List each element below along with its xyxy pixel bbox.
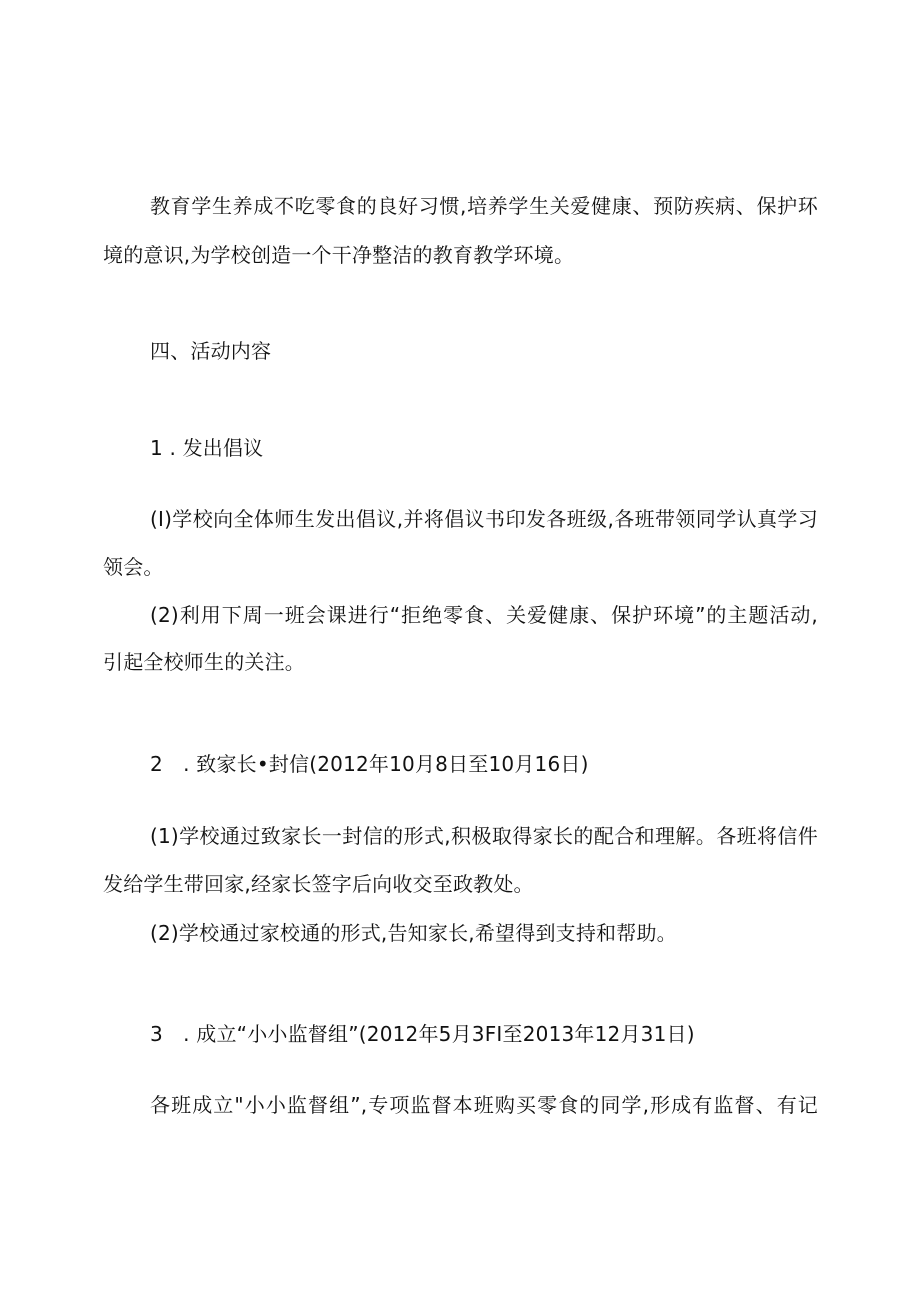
item-3-paragraph-1-line-1: 各班成立"小小监督组”,专项监督本班购买零食的同学,形成有监督、有记 (150, 1093, 818, 1117)
item-2-paragraph-1-line-1: (1)学校通过致家长一封信的形式,积极取得家长的配合和理解。各班将信件 (150, 824, 818, 848)
goal-paragraph-line-2: 境的意识,为学校创造一个干净整洁的教育教学环境。 (103, 243, 575, 267)
section-4-heading: 四、活动内容 (150, 339, 272, 363)
item-1-heading: 1 . 发出倡议 (150, 436, 264, 460)
item-2-paragraph-2-line-1: (2)学校通过家校通的形式,告知家长,希望得到支持和帮助。 (150, 921, 677, 945)
item-1-paragraph-1-line-2: 领会。 (103, 555, 164, 579)
item-3-heading: 3 . 成立“小小监督组”(2012年5月3FI至2013年12月31日) (150, 1022, 695, 1046)
item-1-paragraph-1-line-1: (I)学校向全体师生发出倡议,并将倡议书印发各班级,各班带领同学认真学习 (150, 507, 818, 531)
item-1-paragraph-2-line-1: (2)利用下周一班会课进行“拒绝零食、关爱健康、保护环境”的主题活动, (150, 603, 818, 627)
item-2-paragraph-1-line-2: 发给学生带回家,经家长签字后向收交至政教处。 (103, 872, 534, 896)
goal-paragraph-line-1: 教育学生养成不吃零食的良好习惯,培养学生关爱健康、预防疾病、保护环 (150, 194, 818, 218)
item-2-heading: 2 . 致家长•封信(2012年10月8日至10月16日) (150, 752, 589, 776)
item-1-paragraph-2-line-2: 引起全校师生的关注。 (103, 650, 305, 674)
